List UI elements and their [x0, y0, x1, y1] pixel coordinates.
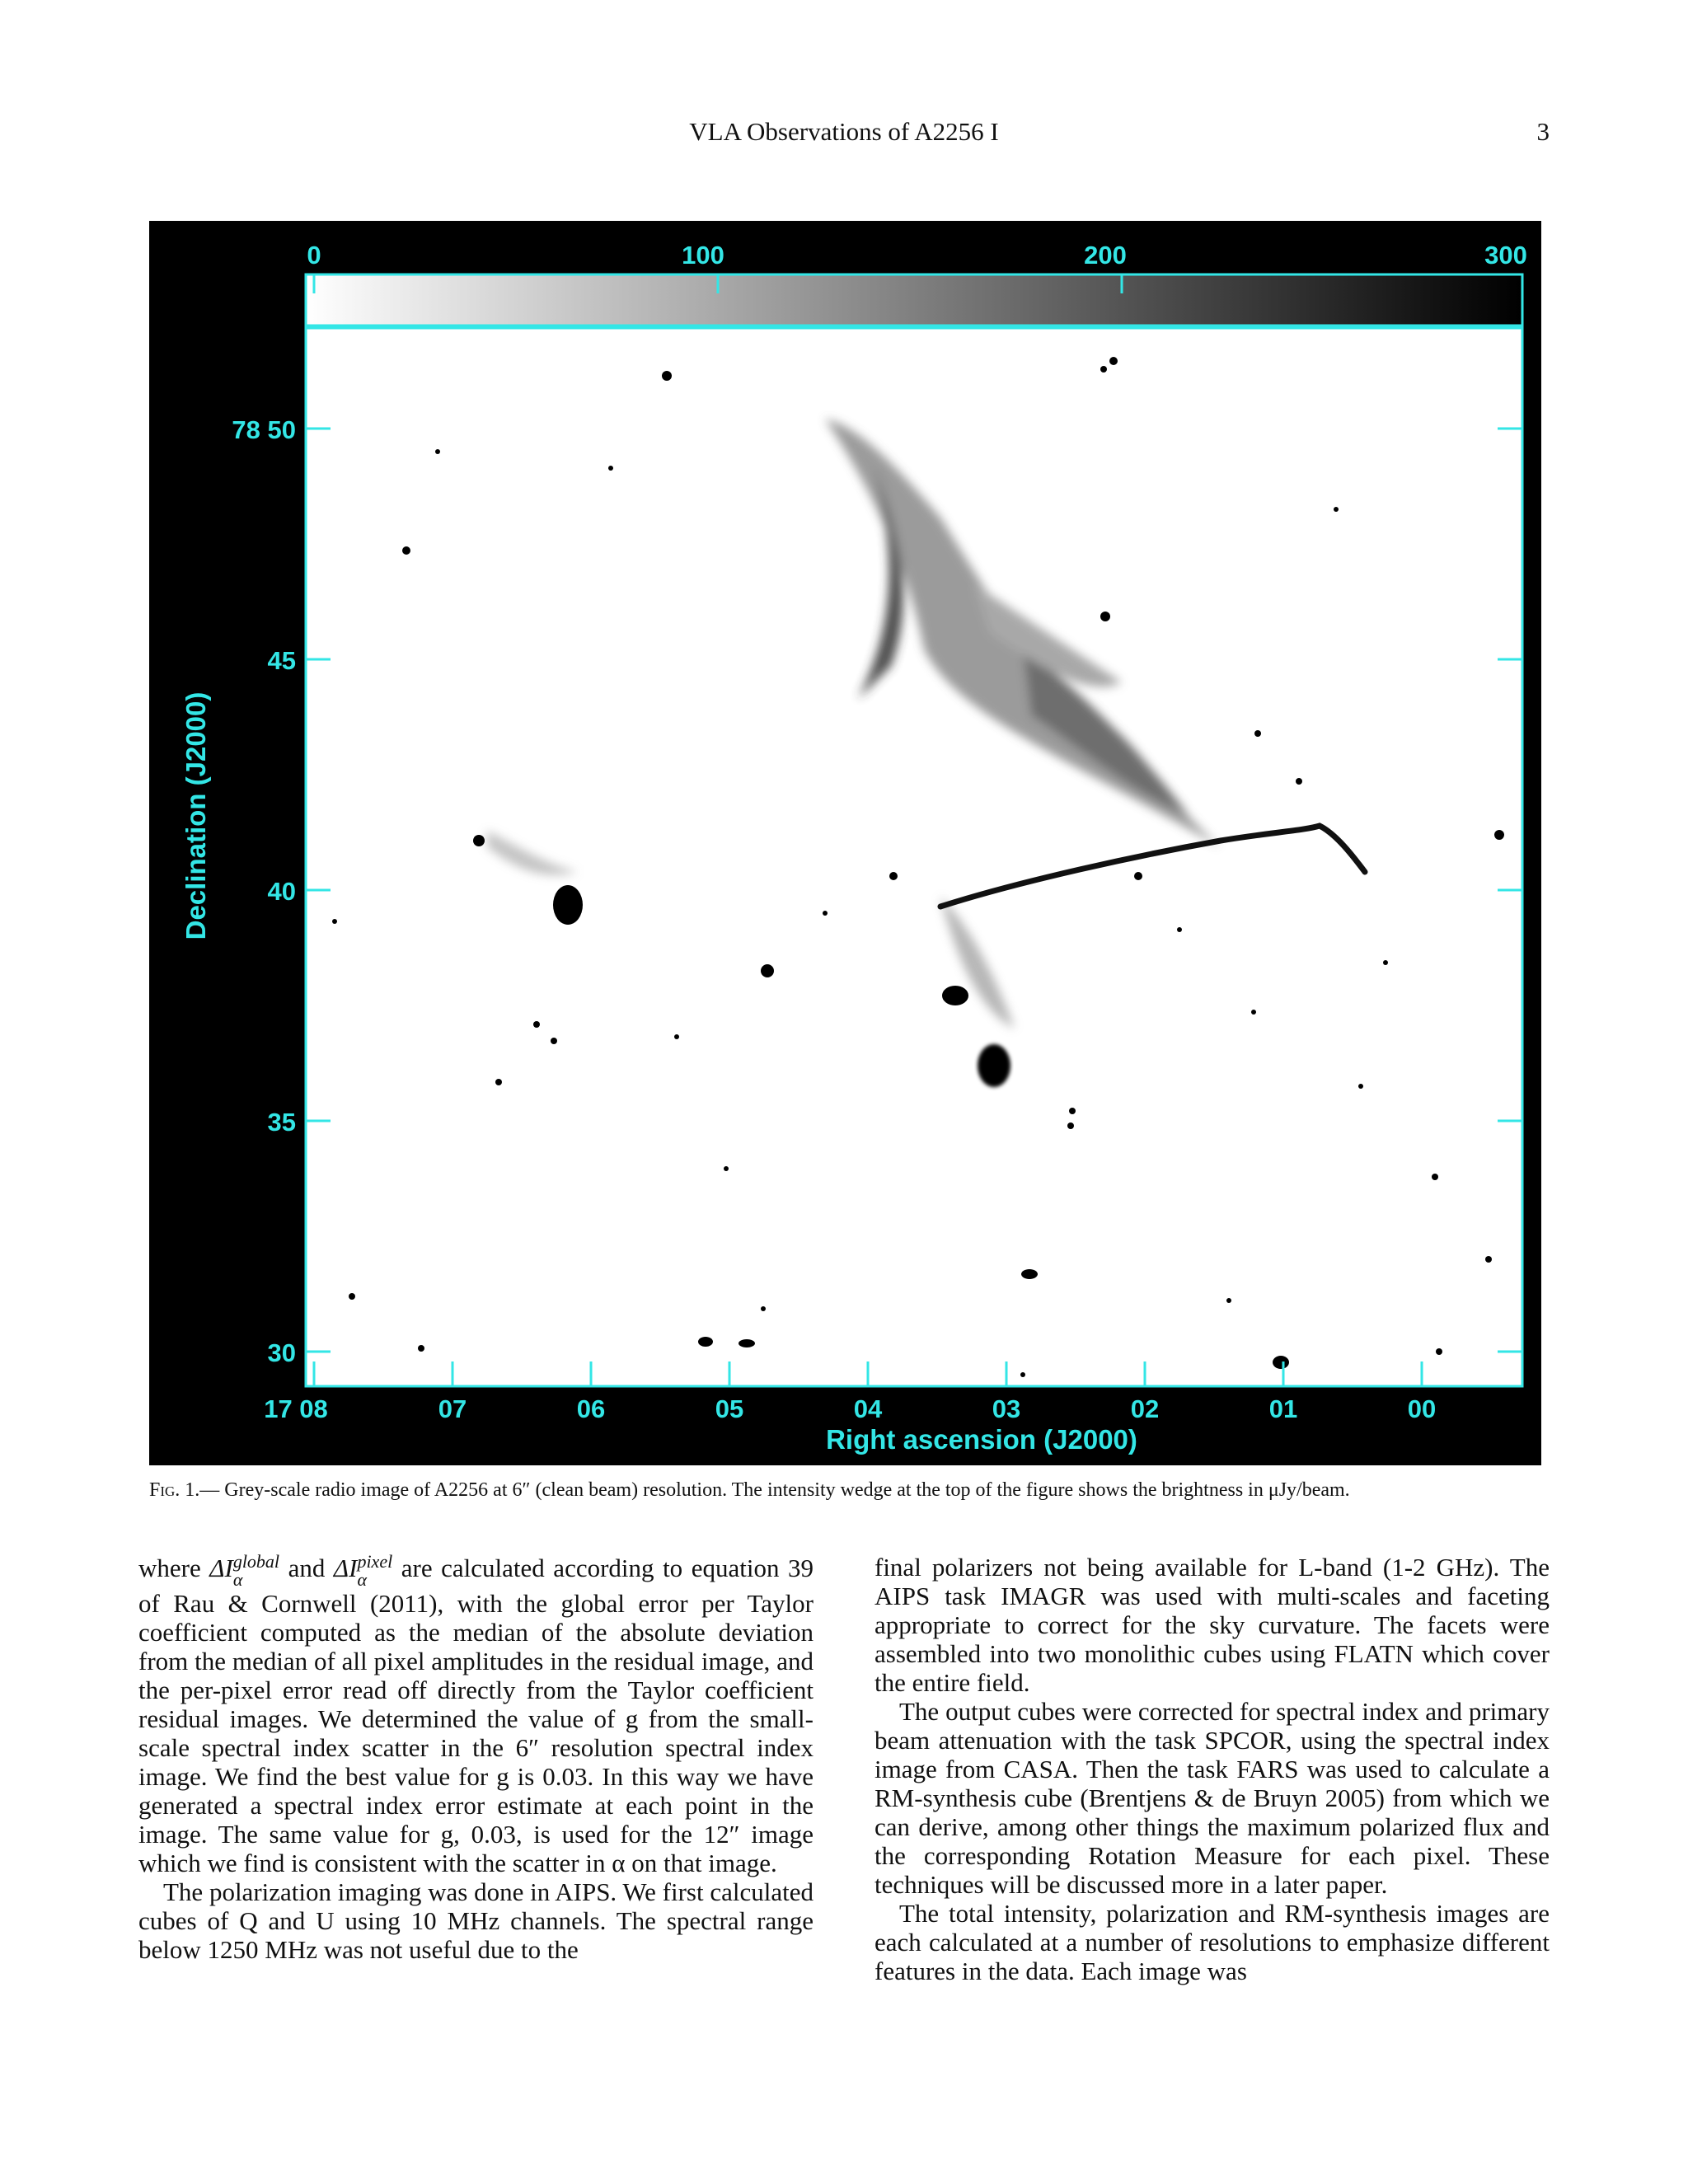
y-tick-40: 40: [267, 877, 296, 906]
right-paragraph-1: final polarizers not being available for L-band (1-2 GHz). The AIPS task IMAGR was used with multi-scales and faceting appropriate to correct for the sky curvature. The facets were assembled into two monolithic cubes using FLATN which cover the entire field.: [874, 1553, 1550, 1697]
caption-text: — Grey-scale radio image of A2256 at 6″ (clean beam) resolution. The intensity wedge at the top of the figure shows the brightness in μJy/beam.: [199, 1479, 1350, 1501]
y-tick-30: 30: [267, 1338, 296, 1367]
left-paragraph-2: The polarization imaging was done in AIPS. We first calculated cubes of Q and U using 10 MHz channels. The spectral range below 1250 MHz was not useful due to the: [138, 1877, 814, 1964]
word-and: and: [288, 1554, 326, 1583]
figure-caption: [149, 1479, 1541, 1502]
x-tick-00: 00: [1407, 1394, 1437, 1423]
wedge-tick-200: 200: [1084, 241, 1127, 269]
y-axis-label: Declination (J2000): [181, 691, 211, 940]
right-paragraph-2: The output cubes were corrected for spectral index and primary beam attenuation with the task SPCOR, using the spectral index image from CASA. Then the task FARS was used to calculate a RM-synthesis cube (Brentjens & de Bruyn 2005) from which we can derive, among other things the maximum polarized flux and the corresponding Rotation Measure for each pixel. These techniques will be discussed more in a later paper.: [874, 1697, 1550, 1899]
sub-alpha-1: α: [232, 1569, 243, 1590]
x-tick-04: 04: [853, 1394, 883, 1423]
math-scripts-pixel: [357, 1553, 392, 1589]
page-number: 3: [1536, 117, 1550, 146]
x-tick-03: 03: [992, 1394, 1021, 1423]
sup-global: global: [232, 1551, 280, 1572]
figure-radio-image: [149, 221, 1541, 1465]
wedge-tick-0: 0: [307, 241, 321, 269]
y-tick-35: 35: [267, 1108, 296, 1137]
left-paragraph-1: [138, 1553, 814, 1877]
sup-pixel: pixel: [357, 1551, 393, 1572]
running-title: VLA Observations of A2256 I: [689, 117, 999, 146]
x-tick-07: 07: [438, 1394, 467, 1423]
body-column-right: [874, 1553, 1550, 1985]
intensity-wedge: [306, 274, 1522, 326]
math-scripts-global: [233, 1553, 279, 1589]
caption-label: Fig. 1.: [149, 1479, 200, 1501]
x-tick-02: 02: [1130, 1394, 1160, 1423]
x-tick-06: 06: [576, 1394, 606, 1423]
right-paragraph-3: The total intensity, polarization and RM-synthesis images are each calculated at a number of resolutions to emphasize different features in the data. Each image was: [874, 1899, 1550, 1985]
sub-alpha-2: α: [357, 1569, 367, 1590]
sky-image: [306, 328, 1522, 1386]
math-delta-i-pixel: ΔI: [333, 1554, 358, 1583]
y-tick-78-50: 78 50: [232, 415, 296, 444]
wedge-tick-100: 100: [682, 241, 724, 269]
wedge-tick-300: 300: [1484, 241, 1527, 269]
x-axis-label: Right ascension (J2000): [826, 1424, 1137, 1455]
x-tick-05: 05: [715, 1394, 744, 1423]
body-column-left: [138, 1553, 814, 1964]
x-tick-17-08: 17 08: [264, 1394, 328, 1423]
x-tick-01: 01: [1268, 1394, 1298, 1423]
word-where: where: [138, 1554, 201, 1583]
left-paragraph-1-rest: are calculated according to equation 39 of Rau & Cornwell (2011), with the global error per Taylor coefficient computed as the median of the absolute deviation from the median of all pixel amplitudes in the residual image, and the per-pixel error read off directly from the Taylor coefficient residual images. We determined the value of g from the small-scale spectral index scatter in the 6″ resolution spectral index image. We find the best value for g is 0.03. In this way we have generated a spectral index error estimate at each point in the image. The same value for g, 0.03, is used for the 12″ image which we find is consistent with the scatter in α on that image.: [138, 1554, 814, 1877]
y-tick-45: 45: [267, 646, 296, 675]
math-delta-i-global: ΔI: [209, 1554, 233, 1583]
